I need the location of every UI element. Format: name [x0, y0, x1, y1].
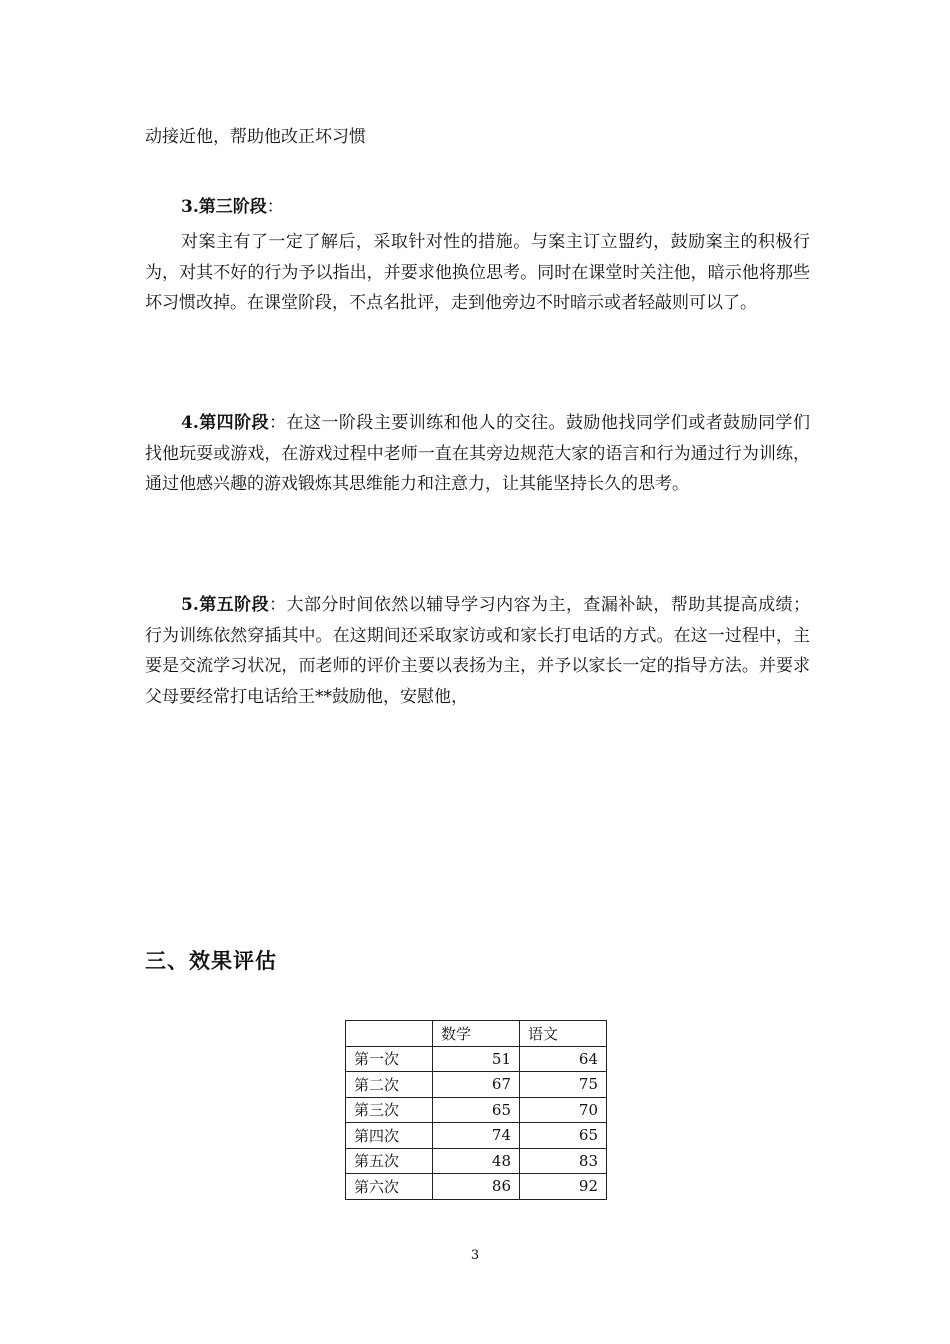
table-header-chinese: 语文 [520, 1021, 607, 1047]
row-label: 第六次 [346, 1174, 433, 1200]
math-score: 86 [433, 1174, 520, 1200]
row-label: 第三次 [346, 1097, 433, 1123]
stage3-label: 3.第三阶段 [181, 197, 267, 217]
math-score: 48 [433, 1148, 520, 1174]
table-row [346, 1174, 607, 1200]
page-number: 3 [470, 1248, 480, 1263]
chinese-score: 64 [520, 1046, 607, 1072]
table-header-math: 数学 [433, 1021, 520, 1047]
stage3-colon: ： [266, 197, 284, 217]
table-row [346, 1123, 607, 1149]
stage5-paragraph [145, 590, 810, 712]
table-row [346, 1072, 607, 1098]
row-label: 第一次 [346, 1046, 433, 1072]
table-header-row [346, 1021, 607, 1047]
stage4-label: 4.第四阶段 [181, 413, 270, 433]
stage5-body: ：大部分时间依然以辅导学习内容为主，查漏补缺，帮助其提高成绩；行为训练依然穿插其中。在这期间还采取家访或和家长打电话的方式。在这一过程中，主要是交流学习状况，而老师的评价主要以表扬为主，并予以家长一定的指导方法。并要求父母要经常打电话给王**鼓励他，安慰他， [145, 595, 811, 707]
math-score: 65 [433, 1097, 520, 1123]
math-score: 74 [433, 1123, 520, 1149]
chinese-score: 65 [520, 1123, 607, 1149]
math-score: 51 [433, 1046, 520, 1072]
row-label: 第四次 [346, 1123, 433, 1149]
continuation-paragraph: 动接近他，帮助他改正坏习惯 [145, 127, 366, 147]
table-header-cell [346, 1021, 433, 1047]
row-label: 第二次 [346, 1072, 433, 1098]
table-row [346, 1148, 607, 1174]
chinese-score: 75 [520, 1072, 607, 1098]
chinese-score: 70 [520, 1097, 607, 1123]
stage5-label: 5.第五阶段 [181, 595, 270, 615]
section-heading: 三、效果评估 [145, 949, 277, 973]
math-score: 67 [433, 1072, 520, 1098]
table-row [346, 1046, 607, 1072]
stage4-body: ：在这一阶段主要训练和他人的交往。鼓励他找同学们或者鼓励同学们找他玩耍或游戏，在游戏过程中老师一直在其旁边规范大家的语言和行为通过行为训练，通过他感兴趣的游戏锻炼其思维能力和注意力，让其能坚持长久的思考。 [145, 413, 811, 494]
scores-table [345, 1020, 607, 1200]
stage4-paragraph [145, 408, 810, 500]
table-row [346, 1097, 607, 1123]
chinese-score: 83 [520, 1148, 607, 1174]
chinese-score: 92 [520, 1174, 607, 1200]
stage3-paragraph: 对案主有了一定了解后，采取针对性的措施。与案主订立盟约，鼓励案主的积极行为，对其不好的行为予以指出，并要求他换位思考。同时在课堂时关注他，暗示他将那些坏习惯改掉。在课堂阶段，不点名批评，走到他旁边不时暗示或者轻敲则可以了。 [145, 232, 810, 313]
row-label: 第五次 [346, 1148, 433, 1174]
stage3-heading [145, 192, 810, 223]
